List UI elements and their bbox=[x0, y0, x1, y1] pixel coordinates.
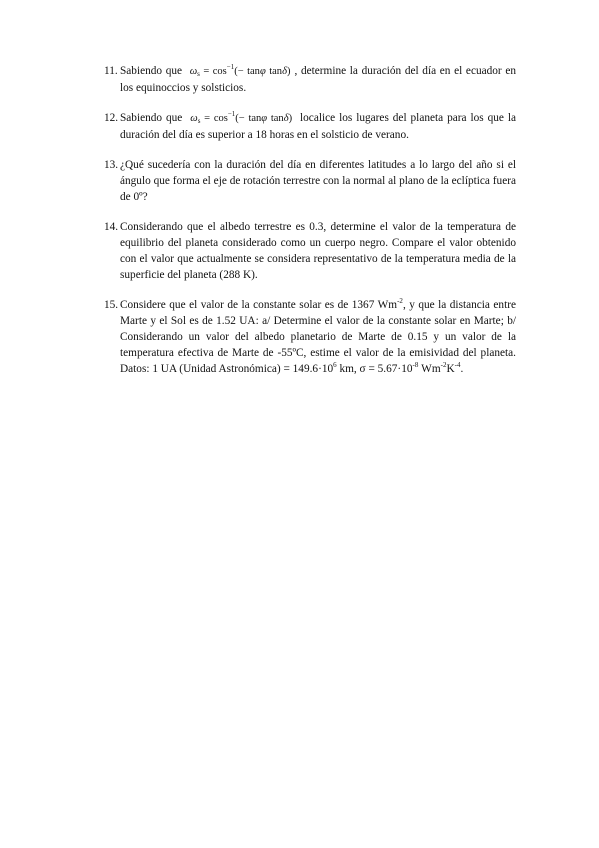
text-part: K bbox=[446, 363, 455, 375]
day-length-formula bbox=[186, 110, 296, 125]
delta-symbol: δ bbox=[282, 66, 287, 77]
formula-superscript: −1 bbox=[226, 63, 235, 71]
superscript: 6 bbox=[333, 361, 337, 369]
problem-number: 11. bbox=[104, 65, 118, 77]
day-length-formula bbox=[186, 63, 295, 78]
delta-symbol: δ bbox=[283, 113, 289, 124]
text-part: km, σ = 5.67·10 bbox=[336, 363, 413, 375]
superscript: -8 bbox=[412, 361, 419, 369]
text-part: . bbox=[460, 363, 464, 375]
problem-text-before: Sabiendo que bbox=[120, 65, 183, 77]
formula-eq: = cos bbox=[200, 113, 228, 124]
superscript: -2 bbox=[440, 361, 447, 369]
omega-symbol: ω bbox=[190, 113, 198, 124]
problem-text bbox=[120, 297, 516, 377]
problem-12 bbox=[104, 110, 516, 143]
formula-superscript: −1 bbox=[227, 110, 236, 118]
text-part: Considere que el valor de la constante solar es de 1367 Wm bbox=[120, 299, 398, 311]
formula-args: (− tan bbox=[235, 113, 262, 124]
problem-list bbox=[104, 63, 516, 391]
formula-subscript: s bbox=[197, 70, 200, 78]
formula-tan: tan bbox=[265, 66, 283, 77]
problem-text: ¿Qué sucedería con la duración del día en diferentes latitudes a lo largo del año si el ángulo que forma el eje de rotación terrestre con la normal al plano de la eclíptica fuera de 0º? bbox=[120, 159, 516, 203]
phi-symbol: φ bbox=[261, 113, 268, 124]
problem-text: Considerando que el albedo terrestre es 0.3, determine el valor de la temperatura de equilibrio del planeta considerado como un cuerpo negro. Compare el valor obtenido con el valor que actualmente se considera representativo de la temperatura media de la superficie del planeta (288 K). bbox=[120, 221, 516, 281]
formula-close: ) bbox=[286, 66, 291, 77]
problem-text-before: Sabiendo que bbox=[120, 112, 183, 124]
formula-subscript: s bbox=[197, 117, 201, 125]
formula-tan: tan bbox=[267, 113, 284, 124]
problem-text-after: , determine la duración del día en el ecuador en los equinoccios y solsticios. bbox=[120, 65, 517, 94]
problem-13 bbox=[104, 157, 516, 205]
problem-15 bbox=[104, 297, 516, 377]
problem-text bbox=[120, 63, 516, 96]
formula-eq: = cos bbox=[199, 66, 227, 77]
problem-number: 14. bbox=[104, 221, 119, 233]
problem-number: 13. bbox=[104, 159, 119, 171]
text-part: Wm bbox=[418, 363, 441, 375]
formula-close: ) bbox=[288, 113, 293, 124]
problem-number: 12. bbox=[104, 112, 119, 124]
superscript: -4 bbox=[454, 361, 461, 369]
text-part: , y que la distancia entre Marte y el Sol es de 1.52 UA: a/ Determine el valor de la constante solar en Marte; b/ Considerando un valor del albedo planetario de Marte de 0.15 y un valor de la temperatura efectiva de Marte de -55ºC, estime el valor de la emisividad del planeta. Datos: 1 UA (Unidad Astronómica) = 149.6·10 bbox=[120, 299, 516, 375]
problem-14 bbox=[104, 219, 516, 283]
problem-number: 15. bbox=[104, 299, 119, 311]
omega-symbol: ω bbox=[189, 66, 198, 77]
problem-text-after: localice los lugares del planeta para los que la duración del día es superior a 18 horas en el solsticio de verano. bbox=[120, 112, 517, 141]
problem-text bbox=[120, 110, 516, 143]
problem-11 bbox=[104, 63, 516, 96]
formula-args: (− tan bbox=[234, 66, 260, 77]
phi-symbol: φ bbox=[259, 66, 266, 77]
superscript: -2 bbox=[397, 297, 403, 305]
